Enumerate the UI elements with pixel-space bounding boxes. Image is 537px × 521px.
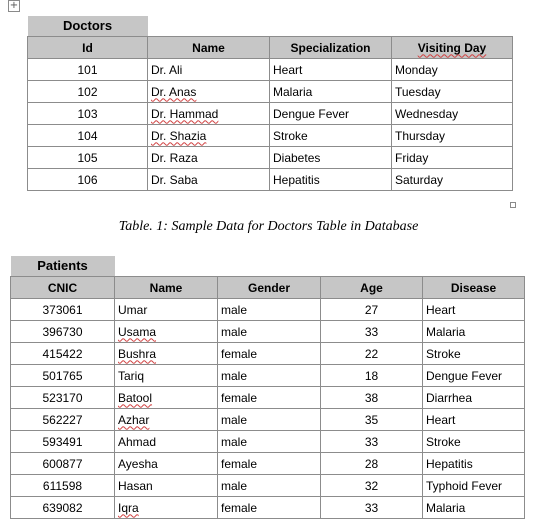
patient-name-cell-text: Ahmad — [118, 434, 157, 449]
doctor-visiting-day-cell-text: Wednesday — [395, 106, 459, 121]
patient-age-cell-text: 35 — [364, 412, 379, 427]
doctor-name-cell-text: Dr. Hammad — [151, 106, 219, 121]
table-row — [28, 81, 513, 103]
table-row — [11, 365, 525, 387]
col-header-patient-name: Name — [115, 277, 218, 299]
patient-disease-cell-text: Heart — [426, 302, 456, 317]
doctor-visiting-day-cell-text: Tuesday — [395, 84, 441, 99]
doctor-visiting-day-cell — [392, 103, 513, 125]
doctor-visiting-day-cell — [392, 147, 513, 169]
patient-cnic-cell — [11, 475, 115, 497]
doctor-id-cell — [28, 147, 148, 169]
patient-disease-cell-text: Stroke — [426, 434, 461, 449]
doctor-id-cell-text: 105 — [77, 150, 98, 165]
visiting-day-header-text: Visiting Day — [417, 40, 487, 55]
doctor-id-cell — [28, 59, 148, 81]
patient-cnic-cell — [11, 453, 115, 475]
patient-name-cell — [115, 453, 218, 475]
patient-age-cell — [321, 453, 423, 475]
doctor-id-cell-text: 103 — [77, 106, 98, 121]
patient-age-cell-text: 33 — [364, 434, 379, 449]
patient-name-cell-text: Ayesha — [118, 456, 158, 471]
doctor-specialization-cell — [270, 147, 392, 169]
table-row — [28, 147, 513, 169]
doctors-header-row — [28, 37, 513, 59]
doctor-specialization-cell-text: Hepatitis — [273, 172, 320, 187]
doctor-name-cell — [148, 59, 270, 81]
col-header-id: Id — [28, 37, 148, 59]
patient-disease-cell — [423, 431, 525, 453]
doctor-name-cell-text: Dr. Raza — [151, 150, 198, 165]
patient-gender-cell-text: female — [221, 390, 258, 405]
doctor-visiting-day-cell-text: Saturday — [395, 172, 444, 187]
patient-cnic-cell — [11, 497, 115, 519]
patient-cnic-cell-text: 415422 — [42, 346, 83, 361]
patient-age-cell — [321, 497, 423, 519]
doctor-name-cell — [148, 147, 270, 169]
table-row — [28, 59, 513, 81]
patient-name-cell-text: Iqra — [118, 500, 139, 515]
doctor-id-cell-text: 104 — [77, 128, 98, 143]
patient-name-cell-text: Umar — [118, 302, 148, 317]
col-header-age: Age — [321, 277, 423, 299]
patient-gender-cell-text: male — [221, 324, 248, 339]
patient-name-cell-text: Bushra — [118, 346, 157, 361]
patient-cnic-cell — [11, 299, 115, 321]
doctors-title-cell — [28, 16, 148, 37]
patient-name-cell — [115, 365, 218, 387]
patient-name-cell — [115, 343, 218, 365]
patient-disease-cell-text: Malaria — [426, 324, 466, 339]
patient-gender-cell — [218, 475, 321, 497]
patient-disease-cell — [423, 475, 525, 497]
table-caption: Table. 1: Sample Data for Doctors Table in Database — [118, 219, 419, 234]
doctors-title: Doctors — [28, 16, 148, 36]
doctor-name-cell — [148, 169, 270, 191]
patient-disease-cell — [423, 299, 525, 321]
doctor-visiting-day-cell — [392, 59, 513, 81]
patient-gender-cell-text: male — [221, 368, 248, 383]
patient-age-cell — [321, 343, 423, 365]
doctors-table — [27, 16, 513, 191]
patient-age-cell-text: 32 — [364, 478, 379, 493]
patient-age-cell-text: 27 — [364, 302, 379, 317]
patient-gender-cell — [218, 497, 321, 519]
col-header-visiting-day — [392, 37, 513, 59]
doctor-specialization-cell — [270, 81, 392, 103]
doctor-id-cell-text: 102 — [77, 84, 98, 99]
patient-cnic-cell — [11, 343, 115, 365]
patient-name-cell-text: Hasan — [118, 478, 153, 493]
patient-age-cell — [321, 365, 423, 387]
patient-disease-cell-text: Dengue Fever — [426, 368, 503, 383]
patient-disease-cell-text: Hepatitis — [426, 456, 473, 471]
doctor-name-cell-text: Dr. Ali — [151, 62, 183, 77]
doctor-id-cell — [28, 81, 148, 103]
patient-age-cell — [321, 387, 423, 409]
patient-cnic-cell-text: 639082 — [42, 500, 83, 515]
patient-gender-cell-text: male — [221, 412, 248, 427]
patient-name-cell — [115, 431, 218, 453]
patient-disease-cell — [423, 343, 525, 365]
patient-gender-cell-text: female — [221, 500, 258, 515]
doctor-visiting-day-cell — [392, 169, 513, 191]
patient-disease-cell — [423, 409, 525, 431]
doctor-specialization-cell-text: Malaria — [273, 84, 313, 99]
table-move-handle-icon[interactable]: + — [9, 0, 19, 11]
doctor-specialization-cell — [270, 59, 392, 81]
patient-name-cell — [115, 321, 218, 343]
table-row — [11, 321, 525, 343]
doctors-title-row — [28, 16, 513, 37]
patient-disease-cell-text: Heart — [426, 412, 456, 427]
doctor-visiting-day-cell — [392, 81, 513, 103]
doctor-id-cell-text: 106 — [77, 172, 98, 187]
col-header-name: Name — [148, 37, 270, 59]
patient-cnic-cell — [11, 321, 115, 343]
patient-name-cell-text: Usama — [118, 324, 157, 339]
doctor-specialization-cell-text: Heart — [273, 62, 303, 77]
patient-name-cell — [115, 409, 218, 431]
table-row — [11, 475, 525, 497]
patient-age-cell-text: 33 — [364, 500, 379, 515]
patient-gender-cell — [218, 299, 321, 321]
table-resize-handle-icon[interactable] — [510, 202, 516, 208]
col-header-cnic: CNIC — [11, 277, 115, 299]
patient-gender-cell — [218, 453, 321, 475]
patient-cnic-cell-text: 562227 — [42, 412, 83, 427]
patients-header-row — [11, 277, 525, 299]
table-row — [11, 343, 525, 365]
patient-gender-cell — [218, 431, 321, 453]
patient-disease-cell-text: Malaria — [426, 500, 466, 515]
patient-age-cell — [321, 299, 423, 321]
patient-cnic-cell-text: 396730 — [42, 324, 83, 339]
patient-cnic-cell-text: 523170 — [42, 390, 83, 405]
doctor-specialization-cell — [270, 103, 392, 125]
doctor-id-cell — [28, 169, 148, 191]
doctor-specialization-cell — [270, 125, 392, 147]
patient-age-cell-text: 28 — [364, 456, 379, 471]
table-row — [11, 299, 525, 321]
table-row — [28, 169, 513, 191]
col-header-gender: Gender — [218, 277, 321, 299]
table-row — [11, 453, 525, 475]
patient-age-cell — [321, 321, 423, 343]
doctor-name-cell-text: Dr. Anas — [151, 84, 197, 99]
patient-disease-cell-text: Stroke — [426, 346, 461, 361]
col-header-disease: Disease — [423, 277, 525, 299]
patient-name-cell-text: Azhar — [118, 412, 150, 427]
patient-cnic-cell-text: 600877 — [42, 456, 83, 471]
patient-disease-cell — [423, 321, 525, 343]
patient-cnic-cell-text: 501765 — [42, 368, 83, 383]
doctors-body — [28, 59, 513, 191]
patient-gender-cell-text: male — [221, 302, 248, 317]
patient-gender-cell — [218, 365, 321, 387]
table-row — [28, 125, 513, 147]
patient-cnic-cell-text: 373061 — [42, 302, 83, 317]
table-row — [11, 497, 525, 519]
patient-gender-cell-text: male — [221, 434, 248, 449]
doctor-specialization-cell-text: Diabetes — [273, 150, 321, 165]
patient-name-cell — [115, 387, 218, 409]
doctor-visiting-day-cell-text: Monday — [395, 62, 438, 77]
patient-cnic-cell — [11, 431, 115, 453]
patient-cnic-cell-text: 611598 — [42, 478, 83, 493]
patient-cnic-cell-text: 593491 — [42, 434, 83, 449]
patient-age-cell-text: 22 — [364, 346, 379, 361]
patient-name-cell — [115, 475, 218, 497]
patients-table — [10, 256, 525, 519]
patient-gender-cell-text: female — [221, 346, 258, 361]
patient-age-cell-text: 33 — [364, 324, 379, 339]
table-row — [11, 387, 525, 409]
patient-gender-cell-text: female — [221, 456, 258, 471]
patient-gender-cell — [218, 409, 321, 431]
patients-title: Patients — [11, 256, 115, 276]
patients-body — [11, 299, 525, 519]
table-row — [28, 103, 513, 125]
doctor-name-cell — [148, 81, 270, 103]
patients-title-row — [11, 256, 525, 277]
table-row — [11, 409, 525, 431]
patient-disease-cell-text: Diarrhea — [426, 390, 473, 405]
patient-name-cell-text: Batool — [118, 390, 153, 405]
patients-title-cell — [11, 256, 115, 277]
patient-age-cell — [321, 409, 423, 431]
col-header-specialization: Specialization — [270, 37, 392, 59]
doctor-specialization-cell-text: Stroke — [273, 128, 308, 143]
patient-name-cell-text: Tariq — [118, 368, 145, 383]
doctor-visiting-day-cell-text: Friday — [395, 150, 429, 165]
patient-cnic-cell — [11, 365, 115, 387]
patient-name-cell — [115, 299, 218, 321]
patient-gender-cell-text: male — [221, 478, 248, 493]
patient-gender-cell — [218, 321, 321, 343]
patient-age-cell — [321, 431, 423, 453]
doctor-id-cell — [28, 103, 148, 125]
doctor-visiting-day-cell — [392, 125, 513, 147]
doctor-name-cell-text: Dr. Shazia — [151, 128, 207, 143]
patient-name-cell — [115, 497, 218, 519]
patient-disease-cell-text: Typhoid Fever — [426, 478, 503, 493]
doctor-specialization-cell — [270, 169, 392, 191]
patient-age-cell-text: 38 — [364, 390, 379, 405]
patient-cnic-cell — [11, 387, 115, 409]
patient-disease-cell — [423, 453, 525, 475]
patient-disease-cell — [423, 497, 525, 519]
patient-disease-cell — [423, 387, 525, 409]
doctor-name-cell — [148, 125, 270, 147]
doctor-visiting-day-cell-text: Thursday — [395, 128, 446, 143]
doctor-id-cell-text: 101 — [77, 62, 98, 77]
table-row — [11, 431, 525, 453]
doctor-name-cell — [148, 103, 270, 125]
patient-age-cell-text: 18 — [364, 368, 379, 383]
doctor-id-cell — [28, 125, 148, 147]
doctor-specialization-cell-text: Dengue Fever — [273, 106, 350, 121]
patient-disease-cell — [423, 365, 525, 387]
patient-cnic-cell — [11, 409, 115, 431]
patient-gender-cell — [218, 343, 321, 365]
patient-age-cell — [321, 475, 423, 497]
patient-gender-cell — [218, 387, 321, 409]
doctor-name-cell-text: Dr. Saba — [151, 172, 198, 187]
